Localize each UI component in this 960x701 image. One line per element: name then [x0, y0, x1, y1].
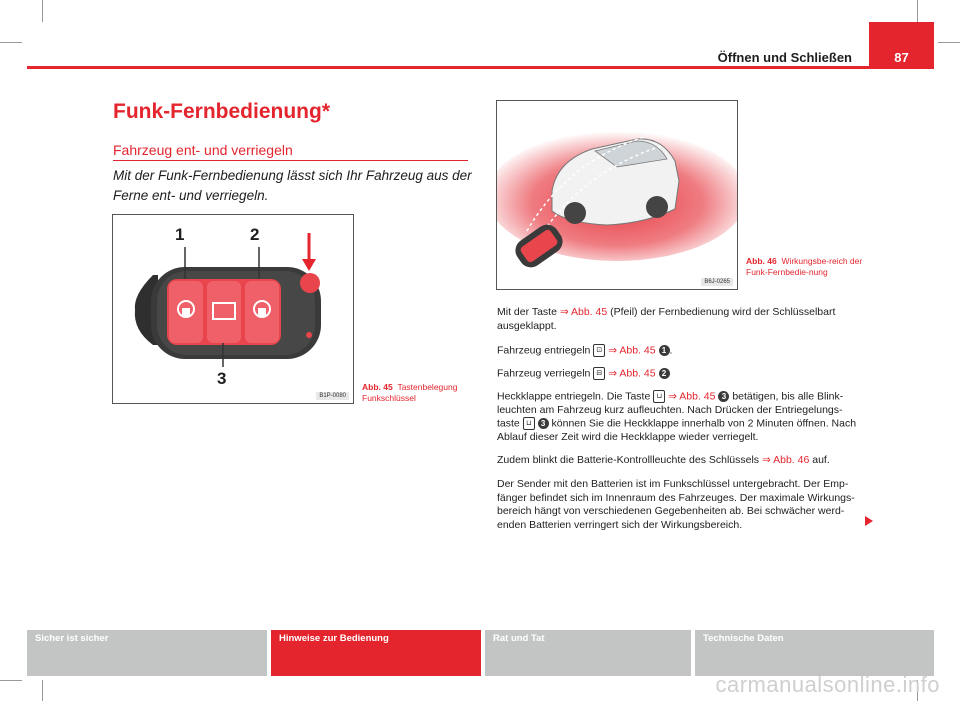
paragraph: [497, 390, 857, 445]
page-number: 87: [869, 22, 934, 69]
crop-mark: [0, 680, 22, 681]
text: betätigen, bis alle Blink-leuchten am Fahrzeug kurz aufleuchten. Nach Drücken der Entriegelungs-taste: [497, 390, 844, 430]
callout-badge: 1: [659, 345, 670, 356]
caption-label: Abb. 46: [746, 256, 777, 266]
trunk-icon: ⊔: [653, 390, 665, 403]
intro-text: Mit der Funk-Fernbedienung lässt sich Ihr Fahrzeug aus der Ferne ent- und verriegeln.: [113, 168, 472, 203]
footer-tab-technical[interactable]: [695, 630, 934, 676]
unlock-icon: ⊡: [593, 344, 605, 357]
crop-mark: [917, 0, 918, 22]
car-range-illustration: [497, 101, 737, 289]
text: Mit der Taste: [497, 306, 560, 318]
tab-label: Technische Daten: [703, 633, 784, 644]
figure-reference-link[interactable]: ⇒ Abb. 45: [559, 306, 608, 318]
text: können Sie die Heckklappe innerhalb von 2 Minuten öffnen. Nach Ablauf dieser Zeit wird die Heckklappe wieder verriegelt.: [497, 417, 857, 444]
figure-45-caption: [362, 382, 472, 404]
trunk-icon: ⊔: [523, 417, 535, 430]
footer-tab-advice[interactable]: [485, 630, 691, 676]
figure-46: [496, 100, 738, 290]
text: (Pfeil) der Fernbedienung wird der Schlüsselbart ausgeklappt.: [497, 306, 836, 332]
callout-1: 1: [175, 225, 185, 244]
callout-badge: 3: [718, 391, 729, 402]
tab-label: Hinweise zur Bedienung: [279, 633, 389, 644]
figure-46-caption: [746, 256, 866, 278]
crop-mark: [42, 0, 43, 22]
header-rule: [27, 66, 869, 69]
crop-mark: [0, 42, 22, 43]
footer-tab-operation[interactable]: [271, 630, 481, 676]
text: Zudem blinkt die Batterie-Kontrollleuchte des Schlüssels: [497, 454, 762, 466]
text: Heckklappe entriegeln. Die Taste: [497, 390, 654, 403]
caption-text: Tastenbelegung Funkschlüssel: [362, 382, 458, 403]
crop-mark: [938, 42, 960, 43]
figure-reference-link[interactable]: ⇒ Abb. 45: [608, 367, 656, 380]
subheading-rule: [113, 160, 468, 161]
figure-reference-link[interactable]: ⇒ Abb. 45: [668, 390, 716, 403]
continue-arrow-icon: [865, 516, 873, 526]
text: auf.: [809, 454, 830, 466]
callout-3: 3: [217, 369, 227, 388]
watermark: carmanualsonline.info: [715, 672, 940, 697]
key-fob-illustration: [113, 215, 353, 403]
caption-text: Wirkungsbe-reich der Funk-Fernbedie-nung: [746, 256, 863, 277]
callout-badge: 3: [538, 418, 549, 429]
text: Fahrzeug verriegeln: [497, 367, 594, 380]
section-title: Öffnen und Schließen: [717, 50, 852, 65]
tab-label: Sicher ist sicher: [35, 633, 109, 644]
page-heading: Funk-Fernbedienung*: [113, 100, 330, 123]
paragraph: [497, 367, 857, 381]
figure-reference-link[interactable]: ⇒ Abb. 45: [608, 344, 656, 357]
caption-label: Abb. 45: [362, 382, 393, 392]
paragraph: Der Sender mit den Batterien ist im Funkschlüssel untergebracht. Der Emp-fänger befindet sich im Innenraum des Fahrzeuges. Der maximale Wirkungs-bereich hängt von verschiedenen Gegebenheiten ab. Bei schwächer werd-enden Batterien verringert sich der Wirkungsbereich.: [497, 478, 855, 531]
figure-code: B6J-0265: [701, 278, 733, 286]
text: Fahrzeug entriegeln: [497, 344, 594, 357]
paragraph: [497, 306, 857, 333]
paragraph: [497, 344, 857, 358]
text: .: [669, 344, 673, 357]
figure-45: [112, 214, 354, 404]
figure-reference-link[interactable]: ⇒ Abb. 46: [761, 454, 810, 466]
subheading: Fahrzeug ent- und verriegeln: [113, 142, 293, 158]
tab-label: Rat und Tat: [493, 633, 545, 644]
paragraph: [497, 454, 857, 468]
crop-mark: [42, 680, 43, 701]
callout-badge: 2: [659, 368, 670, 379]
figure-code: B1P-0080: [316, 392, 349, 400]
footer-tab-safety[interactable]: [27, 630, 267, 676]
lock-icon: ⊟: [593, 367, 605, 380]
callout-2: 2: [250, 225, 260, 244]
